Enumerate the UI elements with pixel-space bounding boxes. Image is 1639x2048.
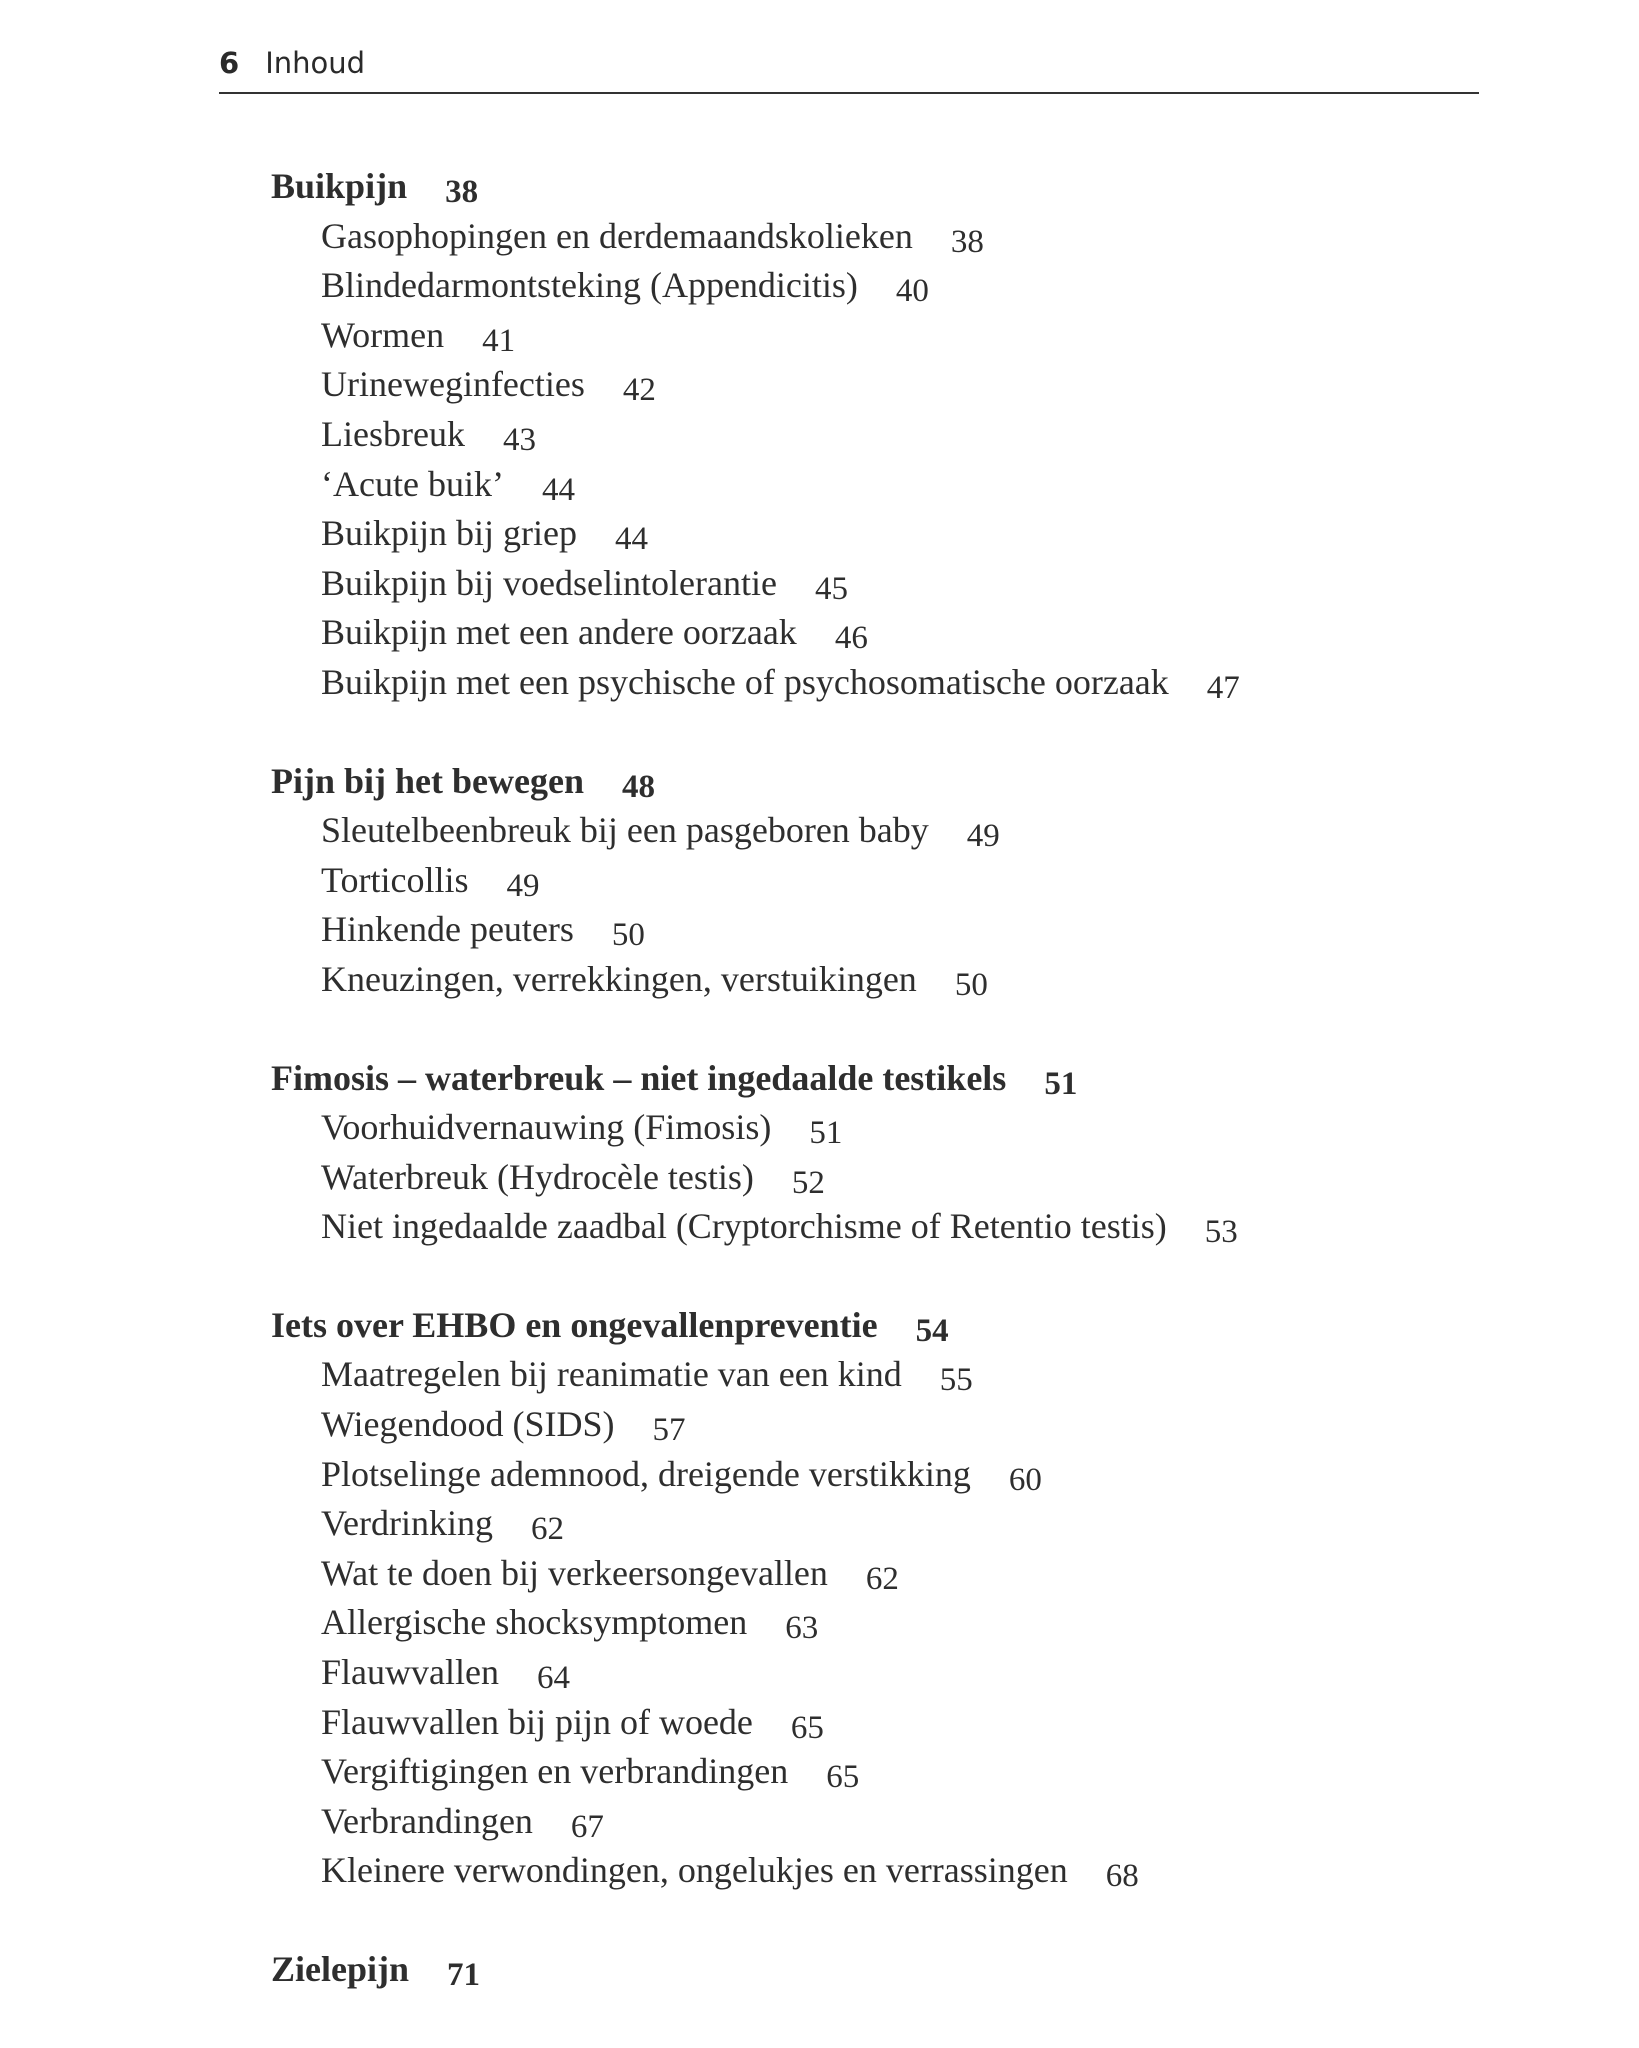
toc-entry[interactable] bbox=[271, 311, 1431, 361]
section-title: Pijn bij het bewegen bbox=[271, 760, 584, 801]
entry-page-number: 67 bbox=[570, 1808, 604, 1845]
entry-title: Liesbreuk bbox=[321, 413, 465, 454]
toc-section-heading[interactable] bbox=[271, 1054, 1431, 1104]
entry-page-number: 53 bbox=[1204, 1214, 1238, 1251]
entry-page-number: 49 bbox=[506, 867, 540, 904]
entry-title: Wormen bbox=[321, 314, 445, 355]
section-title: Zielepijn bbox=[271, 1949, 410, 1989]
section-page-number: 48 bbox=[621, 768, 655, 805]
toc-entry[interactable] bbox=[271, 559, 1431, 609]
toc-entry[interactable] bbox=[271, 1549, 1431, 1599]
entry-title: ‘Acute buik’ bbox=[321, 463, 504, 504]
section-title: Fimosis – waterbreuk – niet ingedaalde testikels bbox=[271, 1057, 1007, 1098]
toc-entry[interactable] bbox=[271, 1400, 1431, 1450]
entry-title: Hinkende peuters bbox=[321, 909, 574, 950]
toc-entry[interactable] bbox=[271, 360, 1431, 410]
entry-title: Plotselinge ademnood, dreigende verstikking bbox=[321, 1453, 971, 1494]
entry-page-number: 65 bbox=[790, 1709, 824, 1746]
entry-page-number: 64 bbox=[536, 1660, 570, 1697]
entry-page-number: 44 bbox=[541, 471, 575, 508]
running-head-title: Inhoud bbox=[265, 46, 366, 80]
entry-title: Flauwvallen bbox=[321, 1652, 499, 1693]
toc-entry[interactable] bbox=[271, 1350, 1431, 1400]
entry-page-number: 57 bbox=[652, 1412, 686, 1449]
entry-page-number: 60 bbox=[1008, 1461, 1042, 1498]
entry-title: Voorhuidvernauwing (Fimosis) bbox=[321, 1107, 772, 1148]
section-page-number: 38 bbox=[445, 174, 479, 210]
entry-page-number: 52 bbox=[791, 1164, 825, 1201]
entry-page-number: 62 bbox=[530, 1511, 564, 1548]
entry-title: Buikpijn met een andere oorzaak bbox=[321, 612, 797, 653]
entry-title: Blindedarmontsteking (Appendicitis) bbox=[321, 265, 858, 306]
toc-entry[interactable] bbox=[271, 1747, 1431, 1797]
entry-title: Flauwvallen bij pijn of woede bbox=[321, 1701, 753, 1742]
section-title: Iets over EHBO en ongevallenpreventie bbox=[271, 1304, 878, 1345]
toc-entry[interactable] bbox=[271, 1598, 1431, 1648]
section-page-number: 54 bbox=[915, 1312, 949, 1349]
section-page-number: 71 bbox=[447, 1957, 481, 1993]
toc-entry[interactable] bbox=[271, 1846, 1431, 1896]
entry-title: Vergiftigingen en verbrandingen bbox=[321, 1751, 789, 1792]
toc-entry[interactable] bbox=[271, 410, 1431, 460]
toc-entry[interactable] bbox=[271, 1153, 1431, 1203]
toc-section-heading[interactable] bbox=[271, 757, 1431, 807]
toc-section bbox=[271, 1945, 1431, 1995]
entry-title: Allergische shocksymptomen bbox=[321, 1602, 748, 1643]
toc-section bbox=[271, 1301, 1431, 1896]
section-page-number: 51 bbox=[1044, 1065, 1078, 1102]
entry-title: Kneuzingen, verrekkingen, verstuikingen bbox=[321, 958, 917, 999]
toc-entry[interactable] bbox=[271, 1648, 1431, 1698]
entry-page-number: 65 bbox=[826, 1759, 860, 1796]
section-title: Buikpijn bbox=[271, 166, 408, 206]
entry-title: Kleinere verwondingen, ongelukjes en verrassingen bbox=[321, 1850, 1068, 1891]
toc-section bbox=[271, 757, 1431, 1005]
entry-page-number: 55 bbox=[939, 1362, 973, 1399]
entry-page-number: 40 bbox=[895, 273, 929, 310]
toc-section bbox=[271, 1054, 1431, 1252]
entry-title: Urineweginfecties bbox=[321, 364, 585, 405]
entry-page-number: 43 bbox=[502, 421, 536, 458]
toc-entry[interactable] bbox=[271, 1698, 1431, 1748]
entry-page-number: 44 bbox=[615, 521, 648, 558]
entry-page-number: 49 bbox=[966, 818, 1000, 855]
entry-title: Wiegendood (SIDS) bbox=[321, 1404, 615, 1445]
toc-entry[interactable] bbox=[271, 1202, 1431, 1252]
entry-title: Buikpijn met een psychische of psychosomatische oorzaak bbox=[321, 661, 1169, 702]
toc-entry[interactable] bbox=[271, 1450, 1431, 1500]
toc-entry[interactable] bbox=[271, 261, 1431, 311]
toc-entry[interactable] bbox=[271, 1499, 1431, 1549]
entry-title: Sleutelbeenbreuk bij een pasgeboren baby bbox=[321, 810, 929, 851]
entry-title: Buikpijn bij voedselintolerantie bbox=[321, 562, 777, 603]
page-number: 6 bbox=[219, 46, 240, 80]
toc-entry[interactable] bbox=[271, 212, 1431, 262]
entry-page-number: 50 bbox=[611, 917, 645, 954]
entry-title: Torticollis bbox=[321, 859, 469, 900]
entry-title: Niet ingedaalde zaadbal (Cryptorchisme of Retentio testis) bbox=[321, 1206, 1167, 1247]
entry-page-number: 41 bbox=[482, 322, 516, 359]
entry-page-number: 50 bbox=[954, 966, 988, 1003]
entry-title: Buikpijn bij griep bbox=[321, 513, 577, 554]
entry-page-number: 68 bbox=[1105, 1858, 1139, 1895]
entry-title: Wat te doen bij verkeersongevallen bbox=[321, 1552, 828, 1593]
table-of-contents bbox=[271, 162, 1431, 2044]
toc-section-heading[interactable] bbox=[271, 162, 1431, 212]
toc-entry[interactable] bbox=[271, 856, 1431, 906]
toc-section bbox=[271, 162, 1431, 708]
entry-page-number: 38 bbox=[950, 223, 984, 260]
toc-entry[interactable] bbox=[271, 905, 1431, 955]
running-head bbox=[219, 40, 1479, 94]
entry-title: Verdrinking bbox=[321, 1503, 493, 1544]
entry-title: Verbrandingen bbox=[321, 1800, 533, 1841]
entry-page-number: 45 bbox=[814, 570, 848, 607]
toc-entry[interactable] bbox=[271, 608, 1431, 658]
entry-page-number: 42 bbox=[622, 372, 656, 409]
toc-entry[interactable] bbox=[271, 509, 1431, 559]
toc-entry[interactable] bbox=[271, 460, 1431, 510]
toc-section-heading[interactable] bbox=[271, 1945, 1431, 1995]
toc-entry[interactable] bbox=[271, 1797, 1431, 1847]
entry-title: Maatregelen bij reanimatie van een kind bbox=[321, 1354, 902, 1395]
toc-entry[interactable] bbox=[271, 658, 1431, 708]
entry-title: Waterbreuk (Hydrocèle testis) bbox=[321, 1156, 754, 1197]
entry-page-number: 51 bbox=[809, 1115, 843, 1152]
entry-page-number: 46 bbox=[834, 620, 868, 657]
toc-entry[interactable] bbox=[271, 1103, 1431, 1153]
toc-entry[interactable] bbox=[271, 955, 1431, 1005]
entry-title: Gasophopingen en derdemaandskolieken bbox=[321, 215, 913, 256]
entry-page-number: 63 bbox=[785, 1610, 819, 1647]
toc-section-heading[interactable] bbox=[271, 1301, 1431, 1351]
entry-page-number: 47 bbox=[1206, 669, 1240, 706]
entry-page-number: 62 bbox=[865, 1560, 899, 1597]
toc-entry[interactable] bbox=[271, 806, 1431, 856]
